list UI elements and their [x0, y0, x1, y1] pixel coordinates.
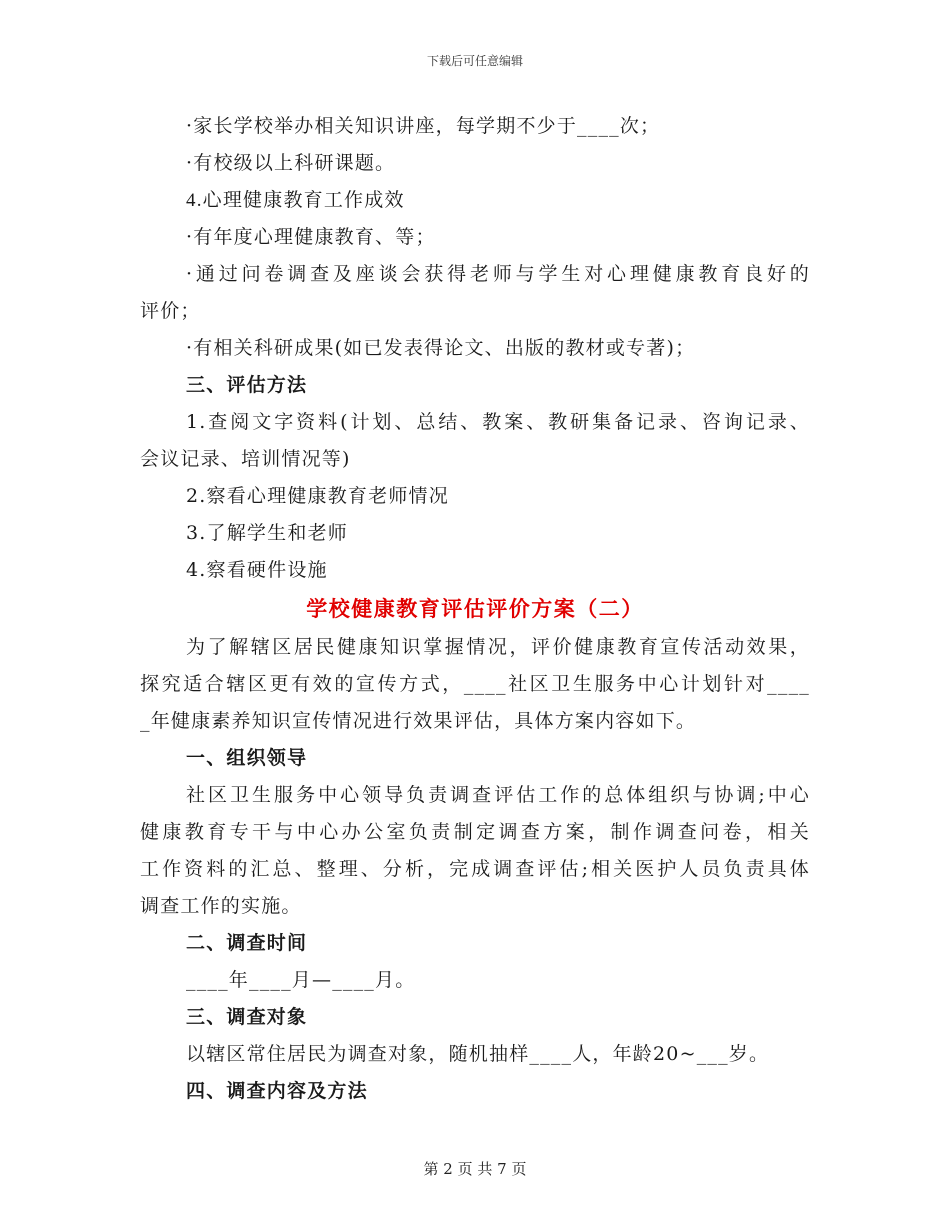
organization-line1: 社区卫生服务中心领导负责调查评估工作的总体组织与协调;中心 [186, 784, 810, 806]
heading-survey-time: 二、调查时间 [186, 932, 308, 954]
bullet-survey-line1: ·通过问卷调查及座谈会获得老师与学生对心理健康教育良好的 [186, 263, 810, 285]
method-2: 2.察看心理健康教育老师情况 [186, 485, 449, 507]
organization-line4: 调查工作的实施。 [140, 895, 302, 917]
section-4-heading: 4.心理健康教育工作成效 [186, 190, 405, 211]
organization-line2: 健康教育专干与中心办公室负责制定调查方案，制作调查问卷，相关 [140, 821, 810, 843]
survey-time-value: ____年____月—____月。 [186, 969, 416, 991]
document-title: 学校健康教育评估评价方案（二） [306, 597, 644, 621]
heading-survey-content: 四、调查内容及方法 [186, 1080, 368, 1102]
bullet-research-topic: ·有校级以上科研课题。 [186, 152, 396, 174]
heading-organization: 一、组织领导 [186, 747, 308, 769]
method-1-line2: 会议记录、培训情况等) [140, 448, 351, 470]
bullet-survey-line2: 评价； [140, 300, 201, 322]
page-footer: 第 2 页 共 7 页 [423, 1160, 527, 1178]
method-1-line1: 1.查阅文字资料(计划、总结、教案、教研集备记录、咨询记录、 [186, 411, 810, 433]
bullet-annual-education: ·有年度心理健康教育、等； [186, 226, 436, 248]
survey-subjects-value: 以辖区常住居民为调查对象，随机抽样____人，年龄20~___岁。 [186, 1043, 770, 1065]
organization-line3: 工作资料的汇总、整理、分析，完成调查评估;相关医护人员负责具体 [140, 858, 810, 880]
page-header: 下载后可任意编辑 [426, 54, 523, 68]
bullet-research-results: ·有相关科研成果(如已发表得论文、出版的教材或专著)； [186, 337, 696, 359]
intro-line3: _年健康素养知识宣传情况进行效果评估，具体方案内容如下。 [140, 710, 697, 732]
heading-survey-subjects: 三、调查对象 [186, 1006, 308, 1028]
bullet-lecture: ·家长学校举办相关知识讲座，每学期不少于____次； [186, 115, 661, 137]
heading-evaluation-method: 三、评估方法 [186, 374, 308, 396]
intro-line2: 探究适合辖区更有效的宣传方式，____社区卫生服务中心计划针对____ [140, 673, 810, 695]
method-4: 4.察看硬件设施 [186, 559, 328, 581]
document-body [140, 108, 810, 1110]
method-3: 3.了解学生和老师 [186, 522, 348, 544]
intro-line1: 为了解辖区居民健康知识掌握情况，评价健康教育宣传活动效果， [186, 636, 810, 658]
